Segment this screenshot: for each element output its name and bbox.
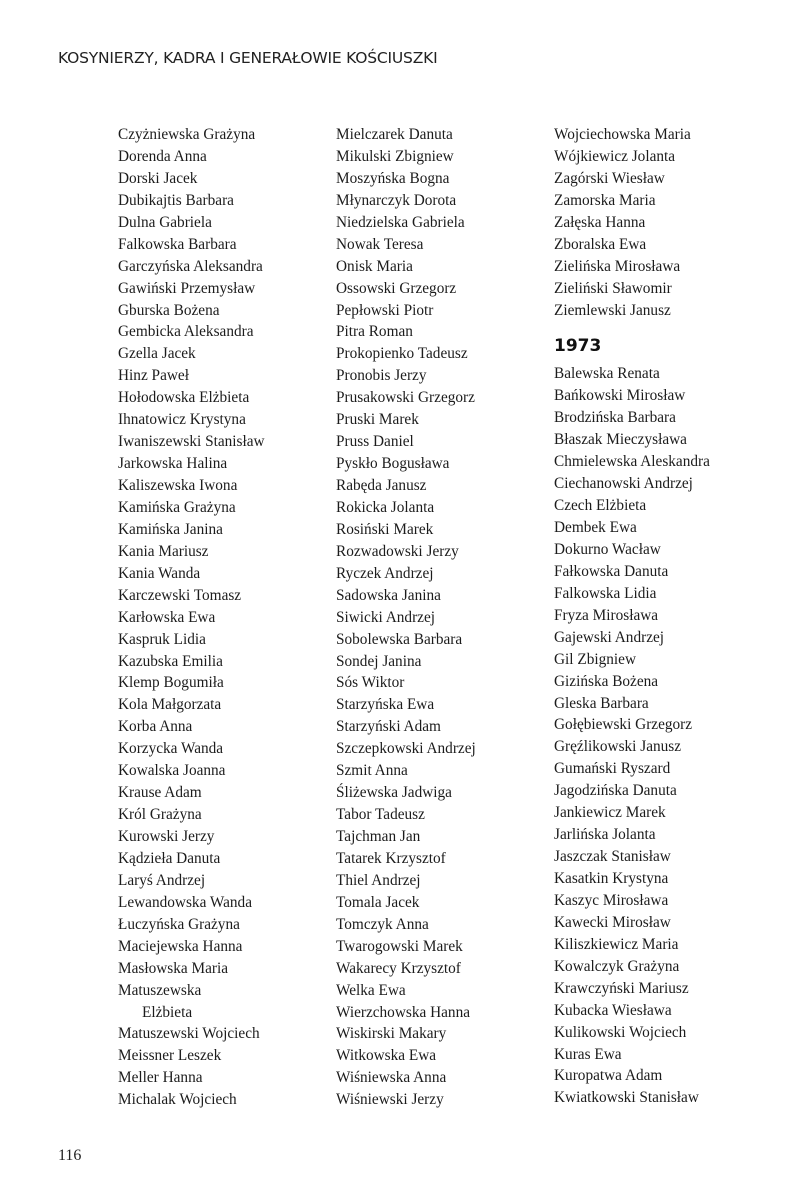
name-entry: Zieliński Sławomir [554, 279, 672, 297]
name-entry: Wiskirski Makary [336, 1025, 447, 1043]
name-entry: Kamińska Grażyna [118, 498, 236, 516]
name-entry: Dembek Ewa [554, 519, 637, 536]
name-entry: Pruss Daniel [336, 433, 414, 451]
name-entry: Wakarecy Krzysztof [336, 959, 461, 977]
name-entry: Mikulski Zbigniew [336, 147, 454, 165]
name-entry: Zboralska Ewa [554, 235, 647, 253]
name-entry: Starzyński Adam [336, 718, 441, 736]
name-entry: Fałkowska Danuta [554, 562, 669, 580]
name-entry: Ryczek Andrzej [336, 564, 434, 582]
name-entry: Wojciechowska Maria [554, 126, 691, 143]
name-entry: Matuszewska [118, 981, 202, 999]
name-entry: Dubikajtis Barbara [118, 191, 234, 209]
name-entry: Błaszak Mieczysława [554, 431, 687, 449]
name-entry: Brodzińska Barbara [554, 409, 676, 427]
name-entry: Tabor Tadeusz [336, 806, 425, 824]
name-entry: Kulikowski Wojciech [554, 1023, 687, 1041]
name-entry: Jarkowska Halina [118, 455, 228, 473]
name-entry: Nowak Teresa [336, 235, 424, 253]
name-entry: Pyskło Bogusława [336, 455, 450, 473]
name-entry: Fryza Mirosława [554, 606, 659, 624]
name-entry: Kania Mariusz [118, 542, 209, 560]
name-entry: Czyżniewska Grażyna [118, 126, 256, 143]
name-entry: Kiliszkiewicz Maria [554, 935, 679, 953]
name-entry: Falkowska Lidia [554, 584, 657, 602]
name-entry: Wiśniewska Anna [336, 1069, 447, 1087]
name-entry: Ziemlewski Janusz [554, 301, 671, 319]
name-entry: Korba Anna [118, 718, 193, 736]
name-entry: Prusakowski Grzegorz [336, 389, 475, 407]
name-list-bottom [554, 363, 710, 1109]
name-entry: Kubacka Wiesława [554, 1001, 672, 1019]
name-entry: Meller Hanna [118, 1069, 203, 1087]
name-entry: Krause Adam [118, 784, 202, 802]
name-entry: Pepłowski Piotr [336, 301, 434, 319]
name-entry: Falkowska Barbara [118, 235, 237, 253]
name-entry: Kowalczyk Grażyna [554, 957, 680, 975]
name-entry: Rosiński Marek [336, 520, 434, 538]
name-entry: Krawczyński Mariusz [554, 979, 689, 997]
name-entry: Gburska Bożena [118, 301, 220, 319]
name-column-1 [118, 124, 265, 1111]
name-entry: Gzella Jacek [118, 345, 196, 363]
name-entry: Niedzielska Gabriela [336, 213, 465, 231]
name-entry: Szmit Anna [336, 762, 408, 780]
name-entry: Thiel Andrzej [336, 871, 421, 889]
name-entry: Młynarczyk Dorota [336, 191, 457, 209]
running-header: KOSYNIERZY, KADRA I GENERAŁOWIE KOŚCIUSZKI [58, 49, 438, 67]
name-entry: Moszyńska Bogna [336, 169, 450, 187]
name-entry: Pitra Roman [336, 323, 413, 341]
name-entry: Wierzchowska Hanna [336, 1003, 471, 1021]
name-entry: Kania Wanda [118, 564, 201, 582]
name-entry: Matuszewski Wojciech [118, 1025, 260, 1043]
name-entry: Rabęda Janusz [336, 477, 427, 494]
name-entry: Hinz Paweł [118, 367, 189, 385]
name-entry: Gil Zbigniew [554, 650, 636, 668]
name-entry: Kuras Ewa [554, 1045, 622, 1063]
name-entry: Balewska Renata [554, 365, 660, 383]
name-entry: Jagodzińska Danuta [554, 782, 677, 800]
name-entry: Ihnatowicz Krystyna [118, 411, 246, 429]
name-entry: Prokopienko Tadeusz [336, 345, 468, 363]
name-entry: Gleska Barbara [554, 694, 649, 712]
name-entry: Szczepkowski Andrzej [336, 740, 476, 758]
name-entry: Zielińska Mirosława [554, 257, 681, 275]
name-entry: Klemp Bogumiła [118, 674, 224, 692]
name-entry: Sobolewska Barbara [336, 630, 463, 648]
name-entry: Dokurno Wacław [554, 540, 661, 558]
name-entry: Rokicka Jolanta [336, 498, 435, 516]
name-entry: Iwaniszewski Stanisław [118, 433, 265, 451]
name-entry: Zamorska Maria [554, 191, 656, 209]
name-entry: Gizińska Bożena [554, 672, 659, 690]
name-entry: Ossowski Grzegorz [336, 279, 457, 297]
name-entry: Czech Elżbieta [554, 497, 647, 515]
name-entry: Masłowska Maria [118, 959, 229, 977]
name-entry: Dulna Gabriela [118, 213, 212, 231]
name-entry: Pruski Marek [336, 411, 419, 429]
name-entry: Meissner Leszek [118, 1047, 222, 1065]
name-entry: Jaszczak Stanisław [554, 848, 671, 866]
name-entry: Ciechanowski Andrzej [554, 475, 693, 493]
name-entry: Kola Małgorzata [118, 696, 222, 714]
name-entry: Gajewski Andrzej [554, 628, 665, 646]
name-entry: Wiśniewski Jerzy [336, 1091, 444, 1109]
name-entry: Starzyńska Ewa [336, 696, 435, 714]
name-entry: Korzycka Wanda [118, 740, 224, 758]
name-list-top [554, 124, 710, 321]
name-entry: Gawiński Przemysław [118, 279, 256, 297]
name-entry: Witkowska Ewa [336, 1047, 437, 1065]
name-column-3 [554, 124, 710, 1109]
name-entry: Karczewski Tomasz [118, 586, 242, 604]
name-entry: Gembicka Aleksandra [118, 323, 254, 341]
name-entry: Karłowska Ewa [118, 608, 216, 626]
name-entry: Kuropatwa Adam [554, 1067, 663, 1085]
name-entry: Pronobis Jerzy [336, 367, 427, 385]
name-entry: Śliżewska Jadwiga [336, 784, 452, 802]
name-entry: Lewandowska Wanda [118, 893, 252, 911]
name-entry: Welka Ewa [336, 981, 406, 999]
name-entry: Siwicki Andrzej [336, 608, 435, 626]
name-entry: Mielczarek Danuta [336, 126, 453, 143]
name-entry: Kądzieła Danuta [118, 849, 221, 867]
name-entry: Kurowski Jerzy [118, 828, 215, 845]
year-heading: 1973 [554, 336, 602, 357]
name-entry: Twarogowski Marek [336, 937, 463, 955]
page-number: 116 [58, 1147, 82, 1164]
name-entry: Elżbieta [142, 1003, 193, 1021]
name-column-2 [336, 124, 476, 1111]
name-entry: Hołodowska Elżbieta [118, 389, 250, 407]
name-entry: Kasatkin Krystyna [554, 870, 669, 887]
name-entry: Wójkiewicz Jolanta [554, 147, 676, 165]
name-entry: Chmielewska Aleskandra [554, 453, 710, 471]
name-entry: Dorenda Anna [118, 147, 207, 165]
name-entry: Łuczyńska Grażyna [118, 915, 240, 933]
name-entry: Załęska Hanna [554, 213, 646, 231]
name-entry: Garczyńska Aleksandra [118, 257, 263, 275]
name-entry: Michalak Wojciech [118, 1091, 237, 1109]
name-entry: Tomala Jacek [336, 893, 420, 911]
name-entry: Gołębiewski Grzegorz [554, 716, 693, 734]
name-entry: Laryś Andrzej [118, 871, 206, 889]
name-entry: Kowalska Joanna [118, 762, 226, 780]
name-entry: Kawecki Mirosław [554, 913, 671, 931]
name-entry: Gręźlikowski Janusz [554, 738, 682, 756]
name-entry: Kwiatkowski Stanisław [554, 1089, 699, 1107]
name-entry: Tatarek Krzysztof [336, 849, 446, 867]
name-entry: Onisk Maria [336, 257, 413, 275]
name-entry: Dorski Jacek [118, 169, 198, 187]
name-entry: Król Grażyna [118, 806, 202, 824]
name-entry: Sadowska Janina [336, 586, 441, 604]
name-entry: Kaszyc Mirosława [554, 891, 669, 909]
name-entry: Gumański Ryszard [554, 760, 671, 778]
name-entry: Jankiewicz Marek [554, 804, 666, 822]
name-entry: Kaspruk Lidia [118, 630, 206, 648]
name-entry: Kaliszewska Iwona [118, 477, 238, 494]
name-entry: Tajchman Jan [336, 828, 421, 845]
name-entry: Kazubska Emilia [118, 652, 223, 670]
name-entry: Maciejewska Hanna [118, 937, 243, 955]
name-entry: Rozwadowski Jerzy [336, 542, 459, 560]
name-entry: Zagórski Wiesław [554, 169, 665, 187]
name-entry: Sós Wiktor [336, 674, 405, 692]
name-entry: Kamińska Janina [118, 520, 223, 538]
name-entry: Tomczyk Anna [336, 915, 429, 933]
name-entry: Bańkowski Mirosław [554, 387, 686, 405]
name-entry: Sondej Janina [336, 652, 422, 670]
name-entry: Jarlińska Jolanta [554, 826, 656, 844]
